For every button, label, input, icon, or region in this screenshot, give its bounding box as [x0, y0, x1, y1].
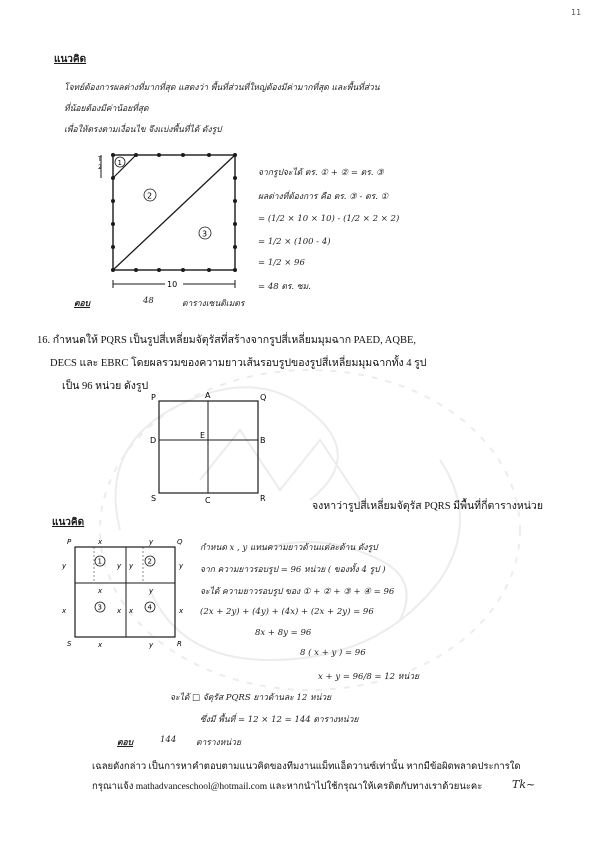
problem16-line-1: 16. กำหนดให้ PQRS เป็นรูปสี่เหลี่ยมจัตุรัสที่สร้างจากรูปสี่เหลี่ยมมุมฉาก PAED, AQBE,: [37, 335, 417, 346]
solution2-work-2: จาก ความยาวรอบรูป = 96 หน่วย ( ของทั้ง 4 รูป ): [200, 565, 386, 575]
problem16-label-p: P: [151, 393, 156, 402]
solution1-region-3: 3: [202, 229, 208, 239]
solution2-right-x: x: [179, 607, 184, 615]
problem16-label-c: C: [205, 496, 211, 505]
solution1-work-2: ผลต่างที่ต้องการ คือ ตร. ③ - ตร. ①: [258, 192, 389, 202]
solution1-line-1: โจทย์ต้องการผลต่างที่มากที่สุด แสดงว่า พื้นที่ส่วนที่ใหญ่ต้องมีค่ามากที่สุด และพื้นที่ส่วน: [64, 83, 380, 93]
solution2-label-r: R: [177, 640, 182, 648]
solution2-inner-y: y: [149, 587, 154, 595]
problem16-figure: [150, 392, 275, 507]
solution2-region-2: 2: [147, 557, 152, 566]
solution2-answer-label: ตอบ: [117, 738, 134, 748]
solution1-work-4: = 1/2 × (100 - 4): [258, 237, 331, 247]
problem16-label-e: E: [200, 431, 206, 440]
solution2-label-q: Q: [177, 538, 183, 546]
footer-line-1: เฉลยดังกล่าว เป็นการหาคำตอบตามแนวคิดของทีมงานแม็ทแอ็ดวานซ์เท่านั้น หากมีข้อผิดพลาดประการใด: [92, 762, 521, 772]
problem16-question: จงหาว่ารูปสี่เหลี่ยมจัตุรัส PQRS มีพื้นที่กี่ตารางหน่วย: [312, 501, 543, 512]
footer-signature: Tk~: [512, 778, 536, 791]
solution1-answer-label: ตอบ: [74, 299, 91, 309]
solution1-work-3: = (1/2 × 10 × 10) - (1/2 × 2 × 2): [258, 214, 400, 224]
solution2-region-4: 4: [147, 603, 152, 612]
solution1-bottom-length: 10: [167, 280, 178, 289]
solution2-label-s: S: [67, 640, 72, 648]
solution2-region-1: 1: [97, 557, 102, 566]
solution1-figure: [95, 148, 255, 298]
problem16-line-2: DECS และ EBRC โดยผลรวมของความยาวเส้นรอบรูปของรูปสี่เหลี่ยมมุมฉากทั้ง 4 รูป: [50, 358, 427, 369]
solution2-label-p: P: [67, 538, 72, 546]
solution1-work-5: = 1/2 × 96: [258, 258, 305, 268]
solution2-mid-x1: x: [117, 607, 122, 615]
footer-line-2: กรุณาแจ้ง mathadvanceschool@hotmail.com และหากนำไปใช้กรุณาให้เครดิตกับทางเราด้วยนะคะ: [92, 782, 483, 792]
solution1-side-2: 2: [98, 164, 102, 171]
solution2-heading: แนวคิด: [52, 517, 85, 528]
solution2-answer-unit: ตารางหน่วย: [196, 738, 241, 748]
solution1-region-2: 2: [147, 191, 153, 201]
solution2-top-x: x: [98, 538, 103, 546]
problem16-label-d: D: [150, 436, 157, 445]
solution1-answer-value: 48: [143, 296, 154, 306]
problem16-line-3: เป็น 96 หน่วย ดังรูป: [62, 381, 149, 392]
solution2-top-y: y: [149, 538, 154, 546]
solution2-mid-x2: x: [129, 607, 134, 615]
solution2-bottom-x: x: [98, 641, 103, 649]
page-number: 11: [571, 8, 582, 17]
solution2-inner-x: x: [98, 587, 103, 595]
solution1-region-1: 1: [117, 159, 122, 167]
problem16-label-r: R: [260, 494, 266, 503]
solution2-work-8: จะได้ □ จัตุรัส PQRS ยาวด้านละ 12 หน่วย: [170, 693, 332, 703]
solution2-work-5: 8x + 8y = 96: [255, 628, 312, 638]
solution1-work-6: = 48 ตร. ซม.: [258, 282, 311, 292]
solution1-side-t: T: [98, 156, 102, 163]
solution1-line-3: เพื่อให้ตรงตามเงื่อนไข จึงแบ่งพื้นที่ได้ ดังรูป: [64, 125, 222, 135]
solution2-work-6: 8 ( x + y ) = 96: [300, 648, 366, 658]
solution2-mid-y2: y: [129, 562, 134, 570]
problem16-label-a: A: [205, 391, 211, 400]
solution2-mid-y1: y: [117, 562, 122, 570]
solution2-region-3: 3: [97, 603, 102, 612]
solution2-work-4: (2x + 2y) + (4y) + (4x) + (2x + 2y) = 96: [200, 607, 374, 617]
solution2-answer-value: 144: [160, 735, 177, 745]
solution2-bottom-y: y: [149, 641, 154, 649]
solution1-line-2: ที่น้อยต้องมีค่าน้อยที่สุด: [64, 104, 149, 114]
solution2-left-x: x: [62, 607, 67, 615]
problem16-label-b: B: [260, 436, 266, 445]
solution1-answer-unit: ตารางเซนติเมตร: [182, 299, 245, 309]
solution2-work-1: กำหนด x , y แทนความยาวด้านแต่ละด้าน ดังรูป: [200, 543, 378, 553]
solution2-work-9: ซึ่งมี พื้นที่ = 12 × 12 = 144 ตารางหน่วย: [200, 715, 359, 725]
solution2-right-y: y: [179, 562, 184, 570]
solution2-figure: [55, 537, 195, 652]
problem16-label-s: S: [151, 494, 157, 503]
solution2-left-y: y: [62, 562, 67, 570]
solution2-work-3: จะได้ ความยาวรอบรูป ของ ① + ② + ③ + ④ = 96: [200, 587, 395, 597]
problem16-label-q: Q: [260, 393, 267, 402]
solution1-work-1: จากรูปจะได้ ตร. ① + ② = ตร. ③: [258, 168, 384, 178]
solution2-work-7: x + y = 96/8 = 12 หน่วย: [318, 672, 419, 682]
solution1-heading: แนวคิด: [54, 54, 87, 65]
